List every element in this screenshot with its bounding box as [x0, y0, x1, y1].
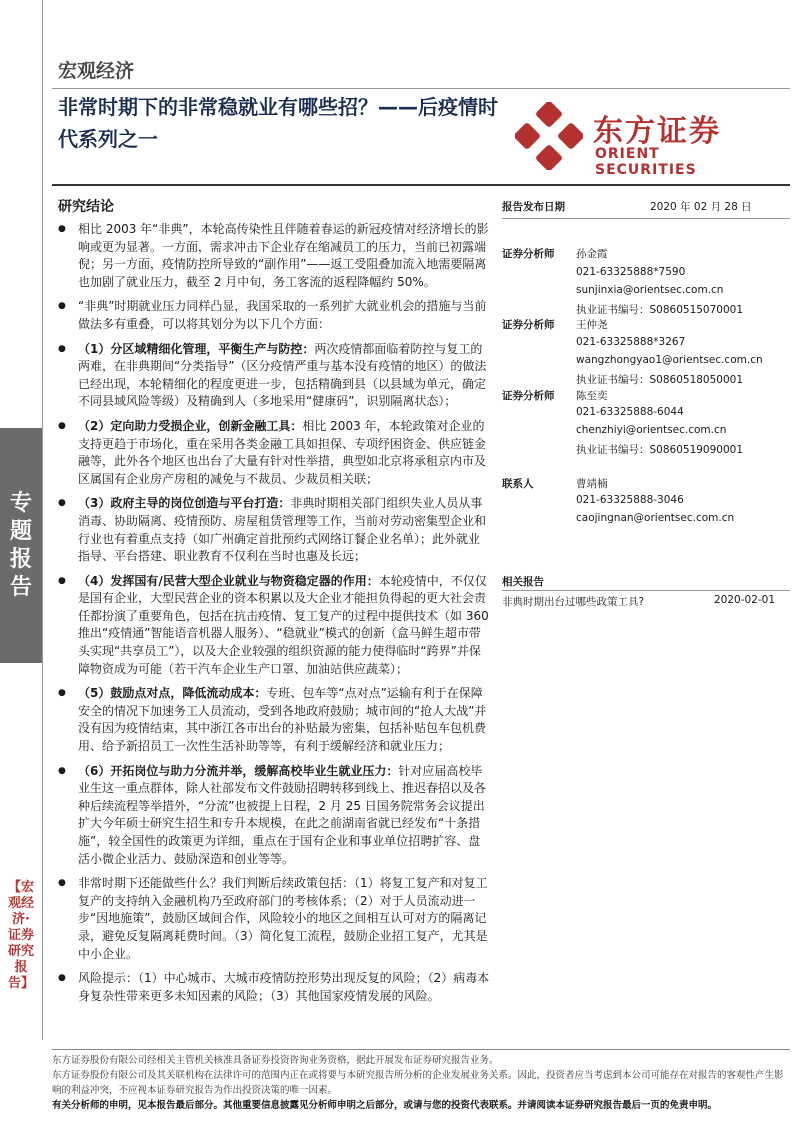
footer-line: 东方证券股份有限公司及其关联机构在法律许可的范围内正在或将要与本研究报告所分析的企业发展业务关系。因此，投资者应当考虑到本公司可能存在对报告的客观性产生影响的利益冲突，不应视本证券研究报告为作出投资决策的唯一因素。: [52, 1070, 784, 1096]
vertical-category-label: 【宏观经济·证券研究报告】: [8, 880, 35, 991]
analyst-phone: 021-63325888*7590: [576, 266, 686, 278]
contact-phone: 021-63325888-3046: [576, 494, 684, 506]
left-sidebar: [0, 0, 42, 1132]
publish-date: 2020 年 02 月 28 日: [650, 201, 752, 213]
analyst-cert: 执业证书编号：S0860515070001: [576, 304, 744, 316]
analyst-name: 王仲尧: [576, 319, 608, 331]
list-item: ● （3）政府主导的岗位创造与平台打造：非典时期相关部门组织失业人员从事消毒、协助隔离、疫情预防、房屋租赁管理等工作，当前对劳动密集型企业和行业也有着重点支持（如广州确定首批预约式网络订餐企业名单）；此外就业指导、平台搭建、职业教育不仅利在当时也惠及长远；: [58, 495, 490, 565]
logo-cn-text: 东方证券: [593, 114, 721, 149]
footer-disclaimer: [52, 1053, 792, 1113]
info-rule: [502, 218, 790, 219]
contact-label: 联系人: [502, 478, 534, 490]
analyst-phone: 021-63325888-6044: [576, 406, 684, 418]
footer-rule: [52, 1049, 790, 1050]
list-item: ● “非典”时期就业压力同样凸显，我国采取的一系列扩大就业机会的措施与当前做法多有重叠，可以将其划分为以下几个方面：: [58, 298, 490, 333]
report-type-band: [0, 428, 42, 663]
analyst-email[interactable]: chenzhiyi@orientsec.com.cn: [576, 424, 727, 436]
logo-mark-icon: [515, 102, 583, 170]
logo-en-text: ORIENT SECURITIES: [595, 146, 697, 178]
analyst-cert: 执业证书编号：S0860518050001: [576, 374, 744, 386]
list-item: ● （1）分区域精细化管理，平衡生产与防控：两次疫情都面临着防控与复工的两难，在非典期间“分类指导”（区分疫情严重与基本没有疫情的地区）的做法已经出现，本轮精细化的程度更进一步，包括精确到县（以县域为单元，确定不同县域风险等级）及精确到人（多地采用“健康码”，识别隔离状态）；: [58, 341, 490, 411]
list-item: ● 风险提示：（1）中心城市、大城市疫情防控形势出现反复的风险；（2）病毒本身复杂性带来更多未知因素的风险；（3）其他国家疫情发展的风险。: [58, 970, 490, 1005]
report-category: 宏观经济: [58, 60, 135, 82]
list-item: ● （5）鼓励点对点，降低流动成本：专班、包车等“点对点”运输有利于在保障安全的情况下加速务工人员流动，受到各地政府鼓励；城市间的“抢人大战”并没有因为疫情结束，其中浙江各市出台的补贴最为密集，包括补贴包车包机费用、给予新招员工一次性生活补助等等，有利于缓解经济和就业压力；: [58, 685, 490, 755]
header-rule: [52, 88, 790, 89]
related-rule: [502, 590, 790, 591]
related-label: 相关报告: [502, 576, 544, 588]
list-item: ● （4）发挥国有/民营大型企业就业与物资稳定器的作用：本轮疫情中，不仅仅是国有企业，大型民营企业的资本积累以及大企业才能担负得起的更大社会责任都扮演了重要角色，包括在抗击疫情、复工复产的过程中提供技术（如 360 推出“疫情通”智能语音机器人服务）、“稳就业”模式的创新（盒马鲜生超市带头实现“共享员工”），以及大企业较强的组织资源的能力使得临时“跨界”并保障物资成为可能（若干汽车企业生产口罩、加油站供应蔬菜）；: [58, 573, 490, 679]
conclusions-list: [58, 221, 490, 1012]
footer-line: 东方证券股份有限公司经相关主管机关核准具备证券投资咨询业务资格，据此开展发布证券研究报告业务。: [52, 1055, 499, 1066]
analyst-label: 证券分析师: [502, 248, 555, 260]
related-report-title[interactable]: 非典时期出台过哪些政策工具?: [502, 596, 645, 608]
section-title: 研究结论: [58, 199, 114, 215]
list-item: ● 相比 2003 年“非典”，本轮高传染性且伴随着春运的新冠疫情对经济增长的影响或更为显著。一方面，需求冲击下企业存在缩减员工的压力，当前已初露端倪；另一方面，疫情防控所导致的“副作用”——返工受阻叠加流入地需要隔离也加剧了就业压力，截至 2 月中旬，务工客流的返程降幅约 50%。: [58, 221, 490, 291]
report-title: 非常时期下的非常稳就业有哪些招？——后疫情时代系列之一: [58, 95, 498, 151]
analyst-label: 证券分析师: [502, 390, 555, 402]
list-item: ● 非常时期下还能做些什么？我们判断后续政策包括：（1）将复工复产和对复工复产的支持纳入金融机构乃至政府部门的考核体系；（2）对于人员流动进一步“因地施策”，鼓励区域间合作，风险较小的地区之间相互认可对方的隔离记录，避免反复隔离耗费时间。（3）简化复工流程，鼓励企业招工复产，尤其是中小企业。: [58, 875, 490, 963]
analyst-name: 陈至奕: [576, 390, 608, 402]
date-label: 报告发布日期: [502, 201, 565, 213]
analyst-email[interactable]: sunjinxia@orientsec.com.cn: [576, 284, 724, 296]
analyst-name: 孙金霞: [576, 248, 608, 260]
sidebar-divider: [42, 0, 43, 1040]
company-logo: [515, 102, 765, 178]
analyst-cert: 执业证书编号：S0860519090001: [576, 444, 744, 456]
report-type-label: 专题报告: [9, 491, 32, 600]
list-item: ● （2）定向助力受损企业，创新金融工具：相比 2003 年，本轮政策对企业的支持更趋于市场化，重在采用各类金融工具如担保、专项纾困资金、供应链金融等，此外各个地区也出台了大量有针对性举措，典型如北京将承租京内市及区属国有企业房产房租的减免与不裁员、少裁员相关联；: [58, 418, 490, 488]
analyst-phone: 021-63325888*3267: [576, 336, 686, 348]
contact-name: 曹靖楠: [576, 478, 608, 490]
analyst-email[interactable]: wangzhongyao1@orientsec.com.cn: [576, 354, 763, 366]
analyst-label: 证券分析师: [502, 319, 555, 331]
footer-line-bold: 有关分析师的申明，见本报告最后部分。其他重要信息披露见分析师申明之后部分，或请与您的投资代表联系。并请阅读本证券研究报告最后一页的免责申明。: [52, 1100, 718, 1111]
related-report-date: 2020-02-01: [714, 594, 776, 606]
contact-email[interactable]: caojingnan@orientsec.com.cn: [576, 512, 735, 524]
header-bottom-rule: [52, 184, 790, 186]
list-item: ● （6）开拓岗位与助力分流并举，缓解高校毕业生就业压力：针对应届高校毕业生这一重点群体，除人社部发布文件鼓励招聘转移到线上、推迟春招以及各种后续流程等举措外，“分流”也被提上日程，2 月 25 日国务院常务会议提出扩大今年硕士研究生招生和专升本规模，在此之前湖南省就已经发布“十条措施”，较全国性的政策更为详细，重点在于国有企业和事业单位招聘扩容、盘活小微企业活力、鼓励深造和创业等等。: [58, 763, 490, 869]
